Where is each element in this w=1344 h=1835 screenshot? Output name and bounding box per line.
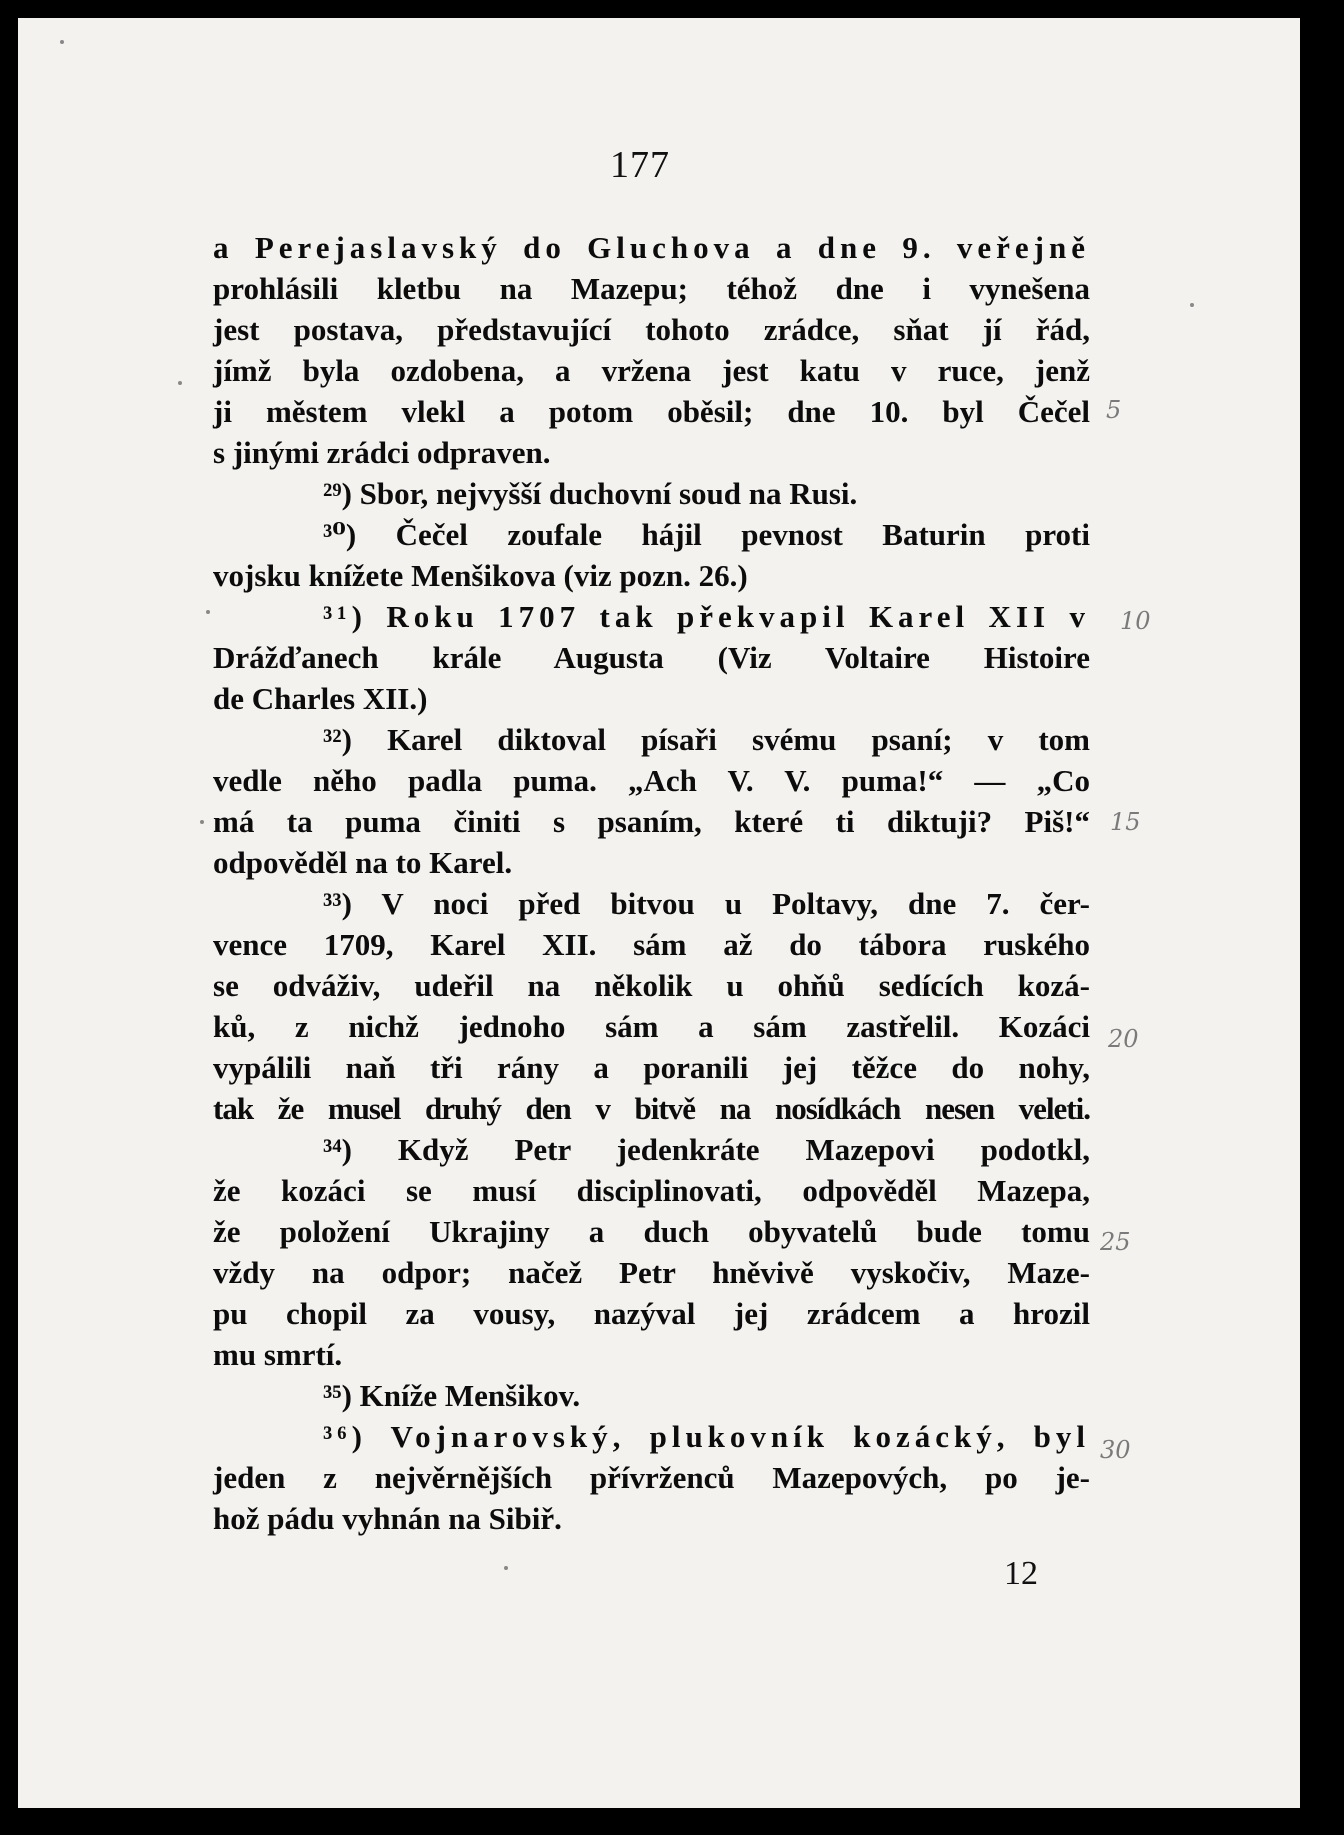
footnote-33: ³³) V noci před bitvou u Poltavy, dne 7. čer- [323, 886, 1090, 921]
footnote-32: ³²) Karel diktoval písaři svému psaní; v tom [323, 722, 1090, 757]
text-line: že kozáci se musí disciplinovati, odpověděl Mazepa, [213, 1173, 1090, 1208]
page-number: 177 [610, 144, 670, 186]
footnote-29: ²⁹) Sbor, nejvyšší duchovní soud na Rusi. [323, 476, 858, 511]
margin-mark: 25 [1100, 1228, 1131, 1256]
paper-speck [200, 820, 204, 824]
margin-mark: 15 [1110, 808, 1141, 836]
text-line: vence 1709, Karel XII. sám až do tábora ruského [213, 927, 1090, 962]
margin-mark: 10 [1120, 607, 1151, 635]
margin-mark: 30 [1100, 1436, 1131, 1464]
printer-signature: 12 [1004, 1555, 1038, 1592]
footnote-34: ³⁴) Když Petr jedenkráte Mazepovi podotkl, [323, 1132, 1090, 1167]
margin-mark: 20 [1108, 1025, 1139, 1053]
margin-mark: 5 [1106, 396, 1122, 424]
text-line: hož pádu vyhnán na Sibiř. [213, 1501, 562, 1536]
text-line: mu smrtí. [213, 1337, 343, 1372]
text-line: jímž byla ozdobena, a vržena jest katu v ruce, jenž [213, 353, 1090, 388]
paper-speck [504, 1566, 508, 1570]
text-line: vypálili naň tři rány a poranili jej těžce do nohy, [213, 1050, 1090, 1085]
text-line: Drážďanech krále Augusta (Viz Voltaire Histoire [213, 640, 1090, 675]
text-line: a Perejaslavský do Gluchova a dne 9. veřejně [213, 230, 1090, 265]
text-line: de Charles XII.) [213, 681, 428, 716]
text-line: vždy na odpor; načež Petr hněvivě vyskočiv, Maze- [213, 1255, 1090, 1290]
paper-speck [60, 40, 64, 44]
footnote-36: ³⁶) Vojnarovský, plukovník kozácký, byl [323, 1419, 1090, 1454]
text-line: se odváživ, udeřil na několik u ohňů sedících kozá- [213, 968, 1090, 1003]
text-line: pu chopil za vousy, nazýval jej zrádcem a hrozil [213, 1296, 1090, 1331]
text-line: jeden z nejvěrnějších přívrženců Mazepových, po je- [213, 1460, 1090, 1495]
text-line: prohlásili kletbu na Mazepu; téhož dne i vynešena [213, 271, 1090, 306]
footnote-35: ³⁵) Kníže Menšikov. [323, 1378, 581, 1413]
footnotes-text [213, 227, 1090, 1539]
paper-speck [1190, 303, 1194, 307]
text-line: má ta puma činiti s psaním, které ti diktuji? Piš!“ [213, 804, 1090, 839]
footnote-30: ³⁰) Čečel zoufale hájil pevnost Baturin proti [323, 517, 1090, 552]
text-line: odpověděl na to Karel. [213, 845, 513, 880]
text-line: že položení Ukrajiny a duch obyvatelů bude tomu [213, 1214, 1090, 1249]
text-line: s jinými zrádci odpraven. [213, 435, 551, 470]
text-line: vedle něho padla puma. „Ach V. V. puma!“ — „Co [213, 763, 1090, 798]
text-line: ji městem vlekl a potom oběsil; dne 10. byl Čečel [213, 394, 1090, 429]
text-line: ků, z nichž jednoho sám a sám zastřelil. Kozáci [213, 1009, 1090, 1044]
paper-speck [178, 381, 182, 385]
paper-speck [206, 610, 210, 614]
text-line: tak že musel druhý den v bitvě na nosídkách nesen veleti. [213, 1091, 1090, 1126]
text-line: vojsku knížete Menšikova (viz pozn. 26.) [213, 558, 748, 593]
text-line: jest postava, představující tohoto zrádce, sňat jí řád, [213, 312, 1090, 347]
footnote-31: ³¹) Roku 1707 tak překvapil Karel XII v [323, 599, 1090, 634]
